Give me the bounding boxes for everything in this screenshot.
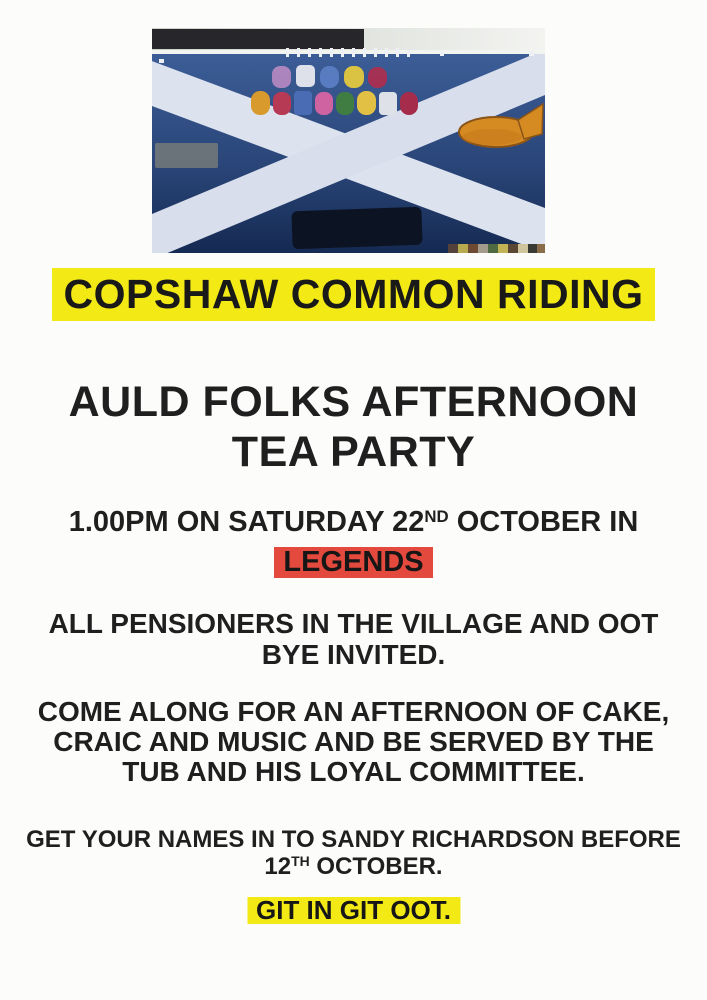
subtitle — [0, 377, 707, 477]
event-photo — [152, 28, 545, 253]
details-line: CRAIC AND MUSIC AND BE SERVED BY THE — [53, 726, 654, 757]
venue-highlight: LEGENDS — [274, 547, 432, 578]
rsvp-line: GET YOUR NAMES IN TO SANDY RICHARDSON BEFORE — [26, 826, 681, 853]
saltire-photo-graphic — [152, 28, 545, 253]
details-line: COME ALONG FOR AN AFTERNOON OF CAKE, — [37, 696, 670, 727]
rsvp-line: 12TH OCTOBER. — [264, 853, 443, 880]
footer-highlight — [247, 897, 460, 924]
invite-line: ALL PENSIONERS IN THE VILLAGE AND OOT — [48, 608, 659, 639]
ordinal-superscript: ND — [424, 506, 449, 526]
footer-slogan: GIT IN GIT OOT. — [256, 895, 451, 925]
details-paragraph — [0, 697, 707, 787]
ordinal-superscript: TH — [291, 853, 310, 870]
photo-dark-top-bar — [152, 29, 364, 49]
venue-line — [0, 544, 707, 581]
colorful-strip — [448, 244, 545, 253]
subtitle-line: AULD FOLKS AFTERNOON — [68, 378, 639, 426]
subtitle-line: TEA PARTY — [231, 428, 476, 476]
gray-label — [155, 143, 218, 168]
event-when — [0, 504, 707, 581]
details-line: TUB AND HIS LOYAL COMMITTEE. — [122, 756, 585, 787]
invite-line: BYE INVITED. — [261, 639, 446, 670]
black-object — [291, 207, 422, 250]
when-line: 1.00PM ON SATURDAY 22ND OCTOBER IN — [68, 506, 639, 538]
invite-paragraph — [0, 608, 707, 670]
rsvp-paragraph — [0, 826, 707, 883]
page-title: COPSHAW COMMON RIDING — [63, 271, 644, 317]
title-highlight — [52, 268, 656, 321]
